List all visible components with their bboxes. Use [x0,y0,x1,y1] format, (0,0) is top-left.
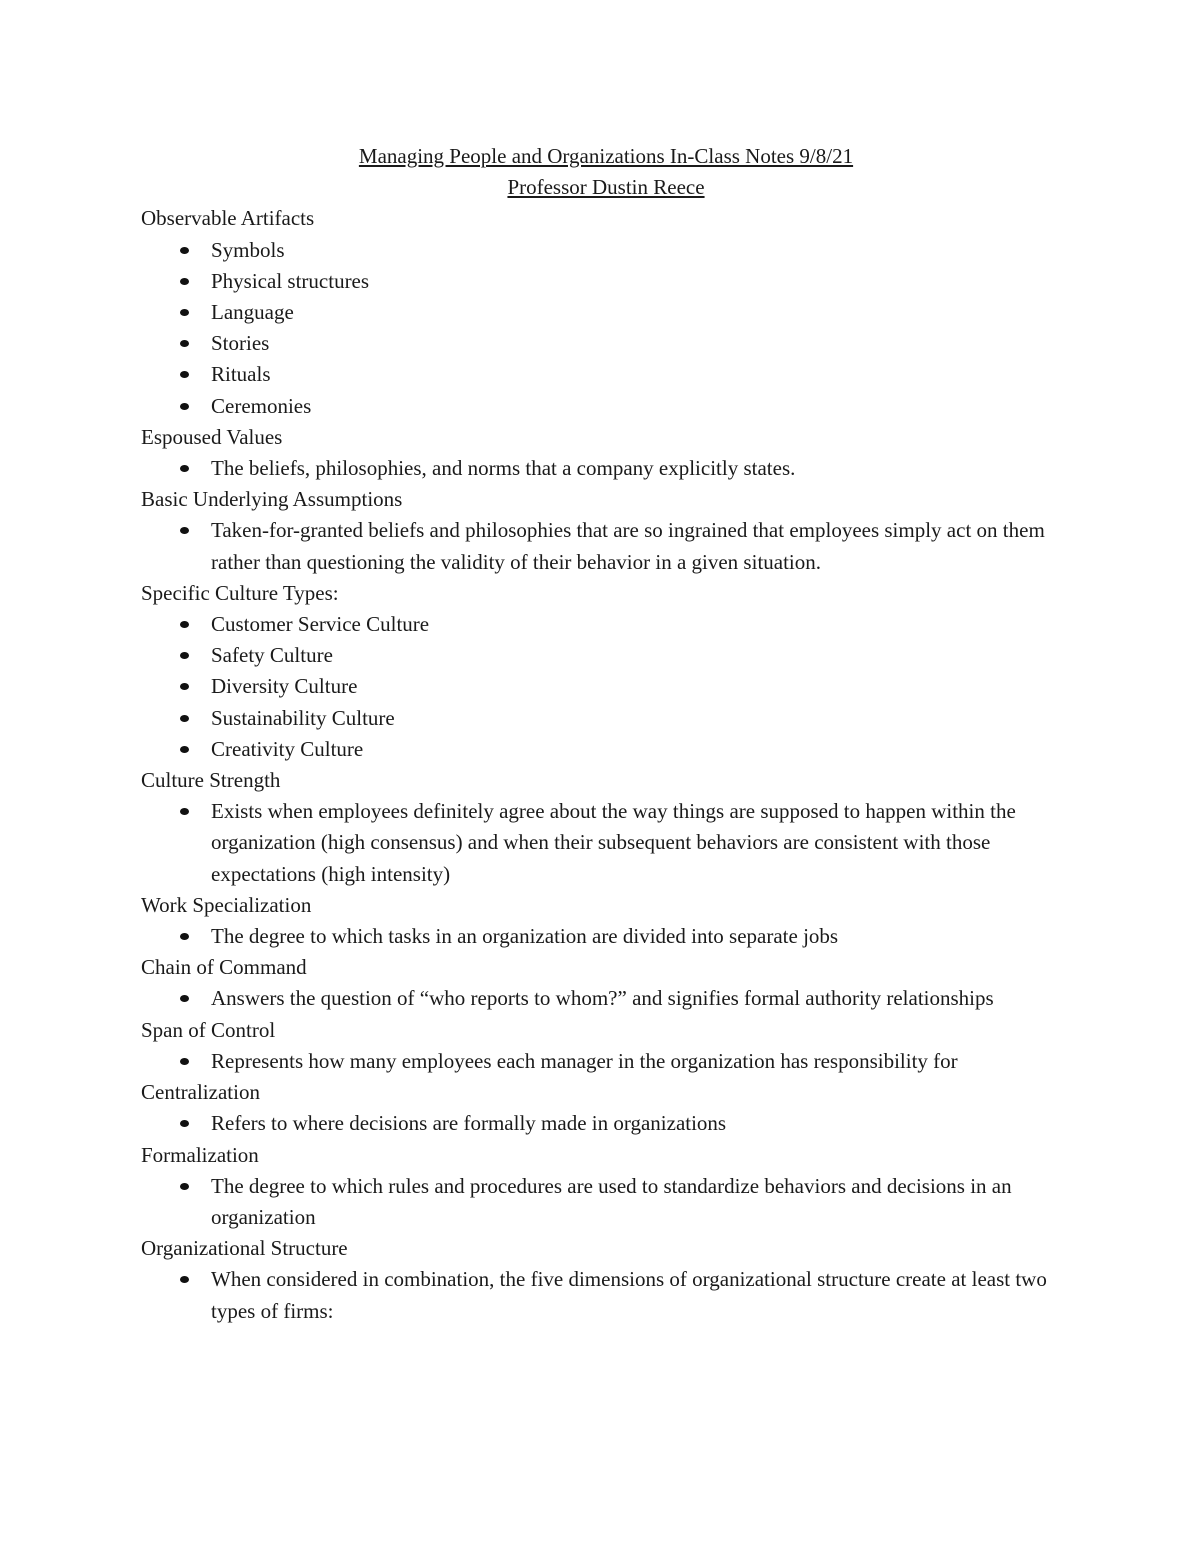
section-heading: Centralization [141,1080,260,1105]
list-item [141,671,1071,702]
list-item-text: When considered in combination, the five dimensions of organizational structure create at least two types of firms: [211,1267,1047,1323]
document-page [141,141,1071,1327]
list-item-text: Symbols [211,237,285,262]
list-item-text: Answers the question of “who reports to whom?” and signifies formal authority relationships [211,986,994,1011]
bullet-icon [180,465,189,472]
section-heading: Organizational Structure [141,1236,348,1261]
list-item-text: Ceremonies [211,393,312,418]
section-heading: Culture Strength [141,768,281,793]
bullet-icon [180,933,189,940]
section-heading: Basic Underlying Assumptions [141,487,403,512]
list-item-text: Sustainability Culture [211,705,395,730]
bullet-icon [180,1183,189,1190]
bullet-icon [180,403,189,410]
notes-body [141,203,1071,1326]
list-item [141,921,1071,952]
section-heading: Formalization [141,1142,259,1167]
bullet-icon [180,309,189,316]
list-item [141,328,1071,359]
bullet-icon [180,1058,189,1065]
list-item-text: Rituals [211,362,271,387]
bullet-list [141,1264,1071,1326]
bullet-icon [180,1276,189,1283]
document-subtitle: Professor Dustin Reece [507,175,705,200]
list-item-text: Diversity Culture [211,674,358,699]
bullet-icon [180,621,189,628]
list-item-text: Represents how many employees each manager in the organization has responsibility for [211,1048,958,1073]
list-item [141,983,1071,1014]
list-item [141,796,1071,890]
bullet-icon [180,1120,189,1127]
bullet-list [141,921,1071,952]
list-item-text: Exists when employees definitely agree about the way things are supposed to happen within the organization (high consensus) and when their subsequent behaviors are consistent with those expectations (high intensity) [211,799,1016,886]
bullet-icon [180,746,189,753]
bullet-icon [180,808,189,815]
list-item [141,235,1071,266]
section-heading: Specific Culture Types: [141,580,339,605]
list-item-text: Language [211,300,294,325]
bullet-list [141,983,1071,1014]
list-item [141,391,1071,422]
list-item-text: The beliefs, philosophies, and norms that a company explicitly states. [211,456,796,481]
list-item [141,1046,1071,1077]
list-item-text: Physical structures [211,268,370,293]
list-item [141,1264,1071,1326]
bullet-icon [180,715,189,722]
list-item [141,266,1071,297]
bullet-icon [180,247,189,254]
bullet-icon [180,652,189,659]
section-heading: Span of Control [141,1017,276,1042]
bullet-list [141,796,1071,890]
list-item [141,1171,1071,1233]
list-item [141,515,1071,577]
list-item-text: Stories [211,331,270,356]
list-item [141,1108,1071,1139]
list-item [141,734,1071,765]
bullet-list [141,609,1071,765]
list-item [141,453,1071,484]
bullet-list [141,1046,1071,1077]
list-item-text: Refers to where decisions are formally made in organizations [211,1111,727,1136]
bullet-icon [180,278,189,285]
bullet-icon [180,683,189,690]
bullet-icon [180,371,189,378]
section-heading: Work Specialization [141,892,312,917]
list-item-text: Taken-for-granted beliefs and philosophies that are so ingrained that employees simply act on them rather than questioning the validity of their behavior in a given situation. [211,518,1045,574]
list-item [141,703,1071,734]
bullet-icon [180,340,189,347]
document-title: Managing People and Organizations In-Class Notes 9/8/21 [358,144,854,168]
section-heading: Observable Artifacts [141,206,315,231]
list-item-text: Customer Service Culture [211,612,430,637]
bullet-list [141,1108,1071,1139]
section-heading: Chain of Command [141,955,307,980]
list-item [141,297,1071,328]
list-item-text: The degree to which rules and procedures are used to standardize behaviors and decisions in an organization [211,1173,1012,1229]
bullet-list [141,453,1071,484]
list-item-text: The degree to which tasks in an organization are divided into separate jobs [211,924,839,949]
list-item-text: Safety Culture [211,643,333,668]
bullet-list [141,235,1071,422]
list-item-text: Creativity Culture [211,736,364,761]
bullet-list [141,1171,1071,1233]
bullet-icon [180,527,189,534]
list-item [141,359,1071,390]
bullet-icon [180,995,189,1002]
list-item [141,640,1071,671]
bullet-list [141,515,1071,577]
list-item [141,609,1071,640]
section-heading: Espoused Values [141,424,283,449]
